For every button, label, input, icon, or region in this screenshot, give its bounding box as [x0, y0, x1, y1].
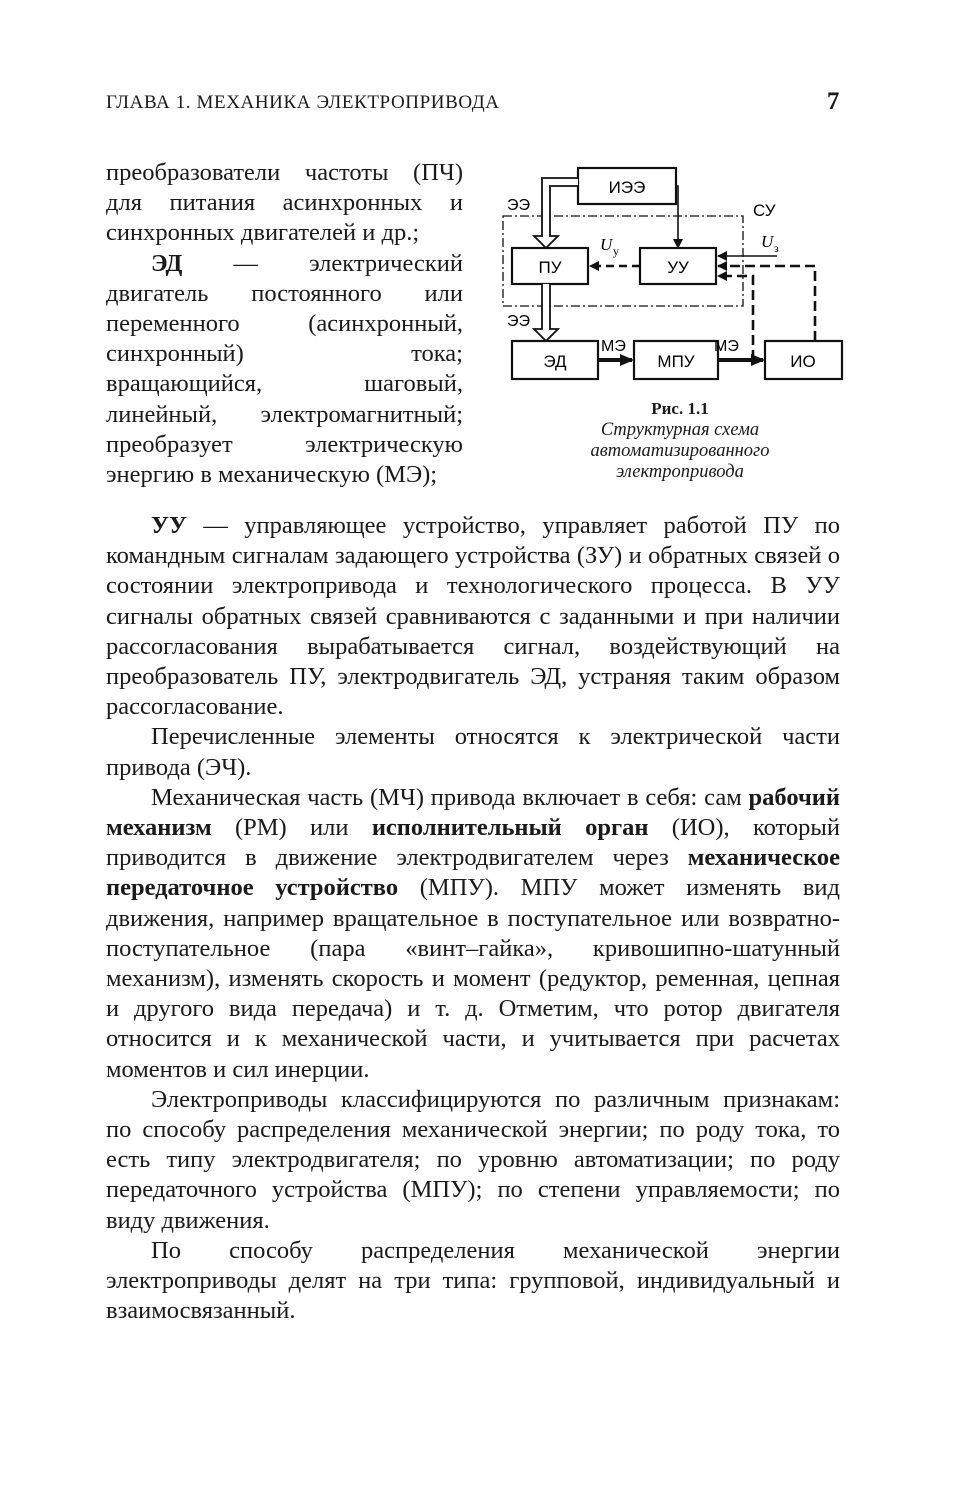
feedback-io-uu: [718, 266, 815, 341]
label-io: ИО: [790, 352, 816, 371]
paragraph-uu: [106, 511, 840, 722]
caption-text: Структурная схема автоматизированного электропривода: [590, 420, 770, 482]
mech-text-3: (ИО), который приводится в движение электродвигателем через: [106, 814, 840, 872]
paragraph-mechanical-part: [106, 783, 840, 1085]
label-ee-top: ЭЭ: [507, 197, 530, 214]
label-pu: ПУ: [538, 258, 562, 277]
label-su: СУ: [753, 201, 776, 220]
label-uu: УУ: [667, 258, 689, 277]
caption-number: Рис. 1.1: [651, 399, 709, 418]
label-uy-sub: у: [613, 244, 619, 258]
energy-arrow-iee-pu: [534, 178, 578, 248]
label-uy: U: [600, 235, 613, 254]
uu-definition: — управляющее устройство, управляет работой ПУ по командным сигналам задающего устройства (ЗУ) и обратных связей о состоянии электропривода и технологического процесса. В УУ сигналы обратных связей сравниваются с заданными и при наличии рассогласования вырабатывается сигнал, воздействующий на преобразователь ПУ, электродвигатель ЭД, устраняя таким образом рассогласование.: [106, 512, 840, 721]
label-me-1: МЭ: [601, 338, 626, 355]
label-uz: U: [761, 232, 774, 251]
main-text: [106, 511, 840, 1326]
paragraph-ed: [106, 249, 463, 491]
block-diagram: [495, 160, 845, 395]
running-title: ГЛАВА 1. МЕХАНИКА ЭЛЕКТРОПРИВОДА: [106, 92, 500, 113]
ed-definition: — электрический двигатель постоянного или переменного (асинхронный, синхронный) тока; вращающийся, шаговый, линейный, электромагнитный; преобразует электрическую энергию в механическую (МЭ);: [106, 249, 463, 489]
label-ee-bottom: ЭЭ: [507, 313, 530, 330]
label-me-2: МЭ: [714, 338, 739, 355]
label-mpu: МПУ: [657, 352, 695, 371]
term-ed: ЭД: [151, 249, 183, 277]
figure-caption: [550, 398, 810, 483]
term-working-mechanism: рабочий механизм: [106, 783, 840, 842]
mech-text-4: (МПУ). МПУ может изменять вид движения, например вращательное в поступательное или возвратно-поступательное (пара «винт–гайка», кривошипно-шатунный механизм), изменять скорость и момент (редуктор, ременная, цепная и другого вида передача) и т. д. Отметим, что ротор двигателя относится и к механической части, и учитывается при расчетах моментов и сил инерции.: [106, 874, 840, 1083]
running-header: [106, 88, 840, 115]
paragraph-distribution-types: По способу распределения механической энергии электроприводы делят на три типа: групповой, индивидуальный и взаимосвязанный.: [106, 1236, 840, 1325]
left-column-text: [106, 158, 463, 490]
paragraph-converters: преобразователи частоты (ПЧ) для питания асинхронных и синхронных двигателей и др.;: [106, 159, 463, 247]
term-uu: УУ: [151, 512, 187, 539]
energy-arrow-pu-ed: [534, 284, 558, 341]
paragraph-electrical-part: Перечисленные элементы относятся к электрической части привода (ЭЧ).: [106, 723, 840, 781]
label-iee: ИЭЭ: [608, 178, 646, 197]
label-ed: ЭД: [543, 352, 567, 371]
page-number: 7: [826, 88, 840, 115]
term-executive-organ: исполнительный орган: [371, 814, 649, 842]
mech-text-2: (РМ) или: [211, 814, 372, 842]
label-uz-sub: з: [774, 241, 779, 255]
term-transmission-device: механическое передаточное устройство: [106, 844, 840, 902]
paragraph-classification: Электроприводы классифицируются по различным признакам: по способу распределения механической энергии; по роду тока, то есть типу электродвигателя; по уровню автоматизации; по роду передаточного устройства (МПУ); по степени управляемости; по виду движения.: [106, 1085, 840, 1234]
mech-text-1: Механическая часть (МЧ) привода включает в себя: сам: [151, 783, 749, 811]
